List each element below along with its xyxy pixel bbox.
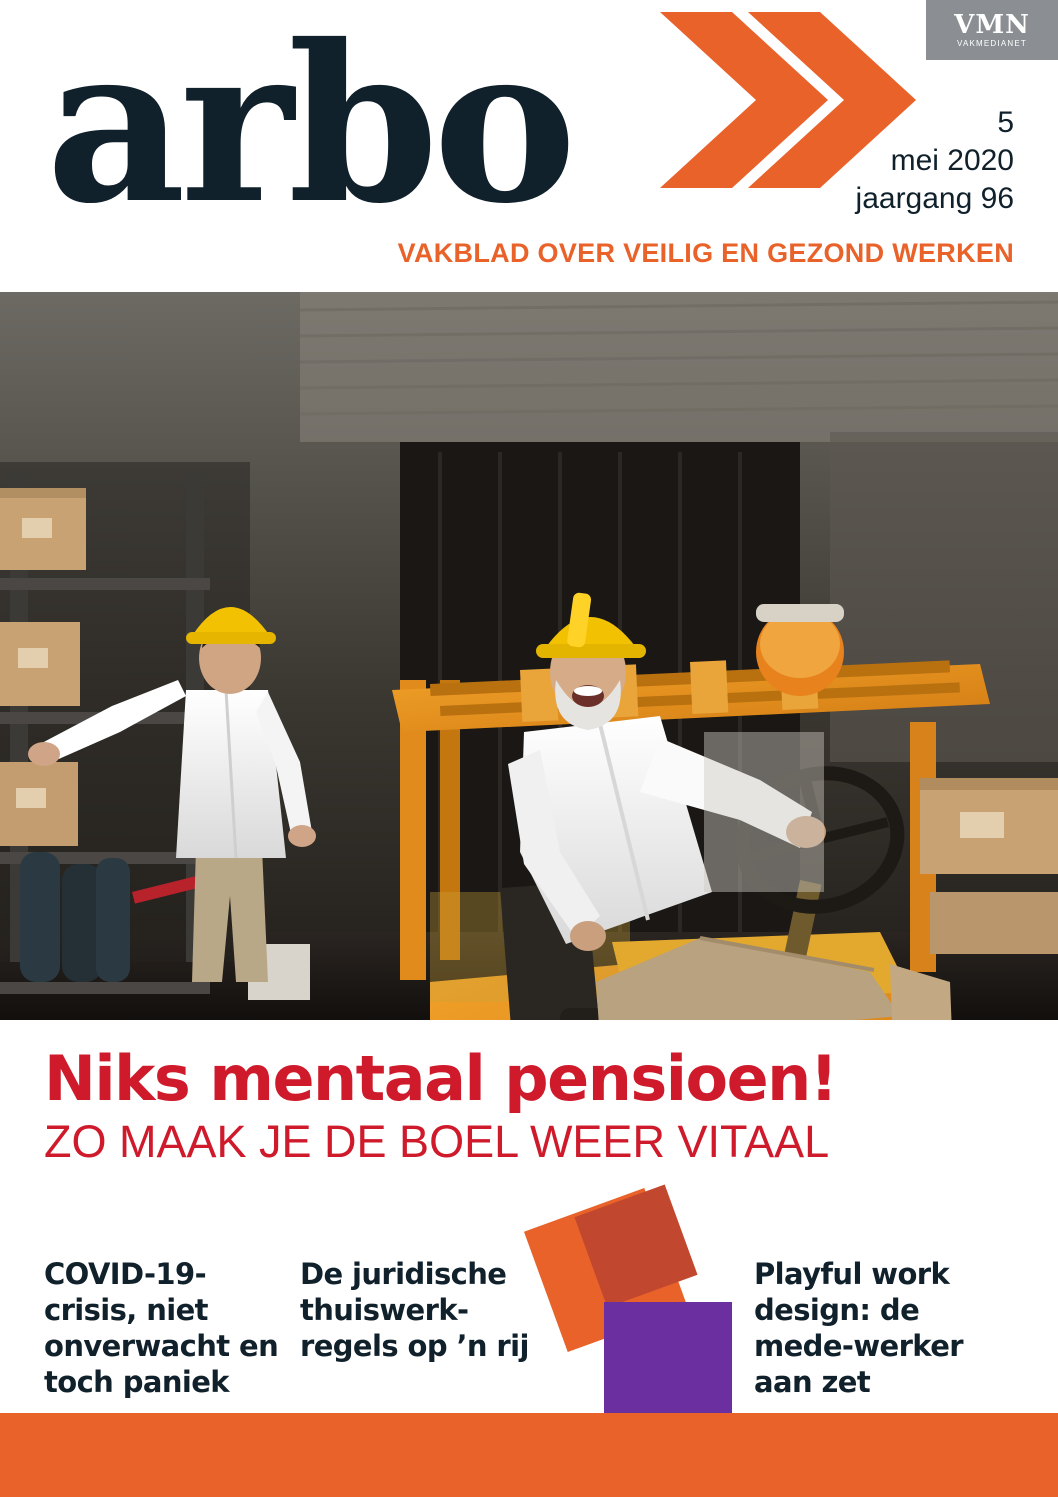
cover-photo — [0, 292, 1058, 1020]
cover-teasers — [0, 1198, 1058, 1399]
issue-number: 5 — [997, 106, 1014, 139]
issue-date: mei 2020 — [890, 144, 1014, 177]
decorative-shapes — [530, 1198, 770, 1418]
footer-color-bar — [0, 1413, 1058, 1497]
publisher-badge-subtitle: VAKMEDIANET — [957, 38, 1027, 48]
issue-volume: jaargang 96 — [855, 182, 1014, 215]
cover-headline-area — [0, 1020, 1058, 1168]
teaser-item-1: COVID-19-crisis, niet onverwacht en toch paniek — [44, 1257, 279, 1399]
issue-info — [856, 104, 1014, 218]
publisher-badge — [926, 0, 1058, 60]
masthead-tagline: VAKBLAD OVER VEILIG EN GEZOND WERKEN — [397, 238, 1014, 268]
teaser-item-3: Playful work design: de mede-werker aan zet — [754, 1257, 963, 1399]
cover-headline: Niks mentaal pensioen! — [44, 1042, 837, 1115]
magazine-logo: arbo — [46, 0, 571, 251]
masthead — [0, 0, 1058, 292]
cover-subheadline: ZO MAAK JE DE BOEL WEER VITAAL — [44, 1116, 830, 1167]
publisher-badge-name: VMN — [954, 9, 1030, 40]
teaser-item-2: De juridische thuiswerk-regels op ’n rij — [300, 1257, 529, 1363]
purple-square-shape — [604, 1302, 732, 1430]
